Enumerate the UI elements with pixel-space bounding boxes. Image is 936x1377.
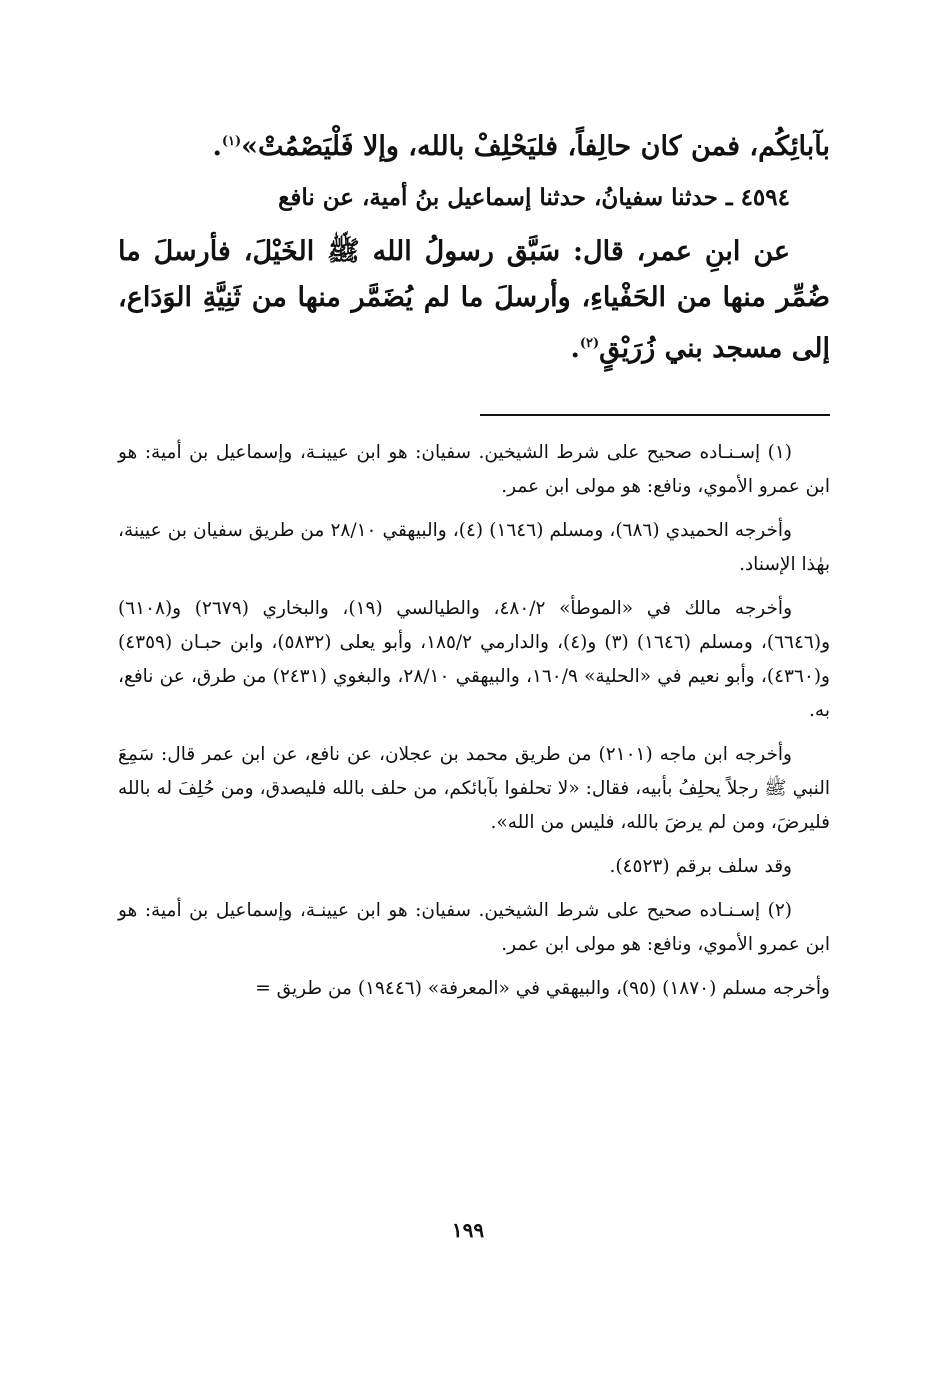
- hadith-matn-body: عن ابنِ عمر، قال: سَبَّق رسولُ الله ﷺ الخَيْلَ، فأرسلَ ما ضُمِّر منها من الحَفْياءِ، وأرسلَ ما لم يُضَمَّر منها من ثَنِيَّةِ الوَدَاع، إلى مسجد بني زُرَيْقٍ: [118, 236, 830, 364]
- footnote-1-para-5: [118, 850, 830, 884]
- hadith-matn: [118, 229, 830, 372]
- hadith-matn-end: .: [570, 333, 580, 364]
- footnote-2-para-2: [118, 972, 830, 1006]
- footnote-1-text-3: وأخرجه مالك في «الموطأ» ٤٨٠/٢، والطيالسي (١٩)، والبخاري (٢٦٧٩) و(٦١٠٨) و(٦٦٤٦)، ومسلم (١٦٤٦) (٣) و(٤)، والدارمي ١٨٥/٢، وأبو يعلى (٥٨٣٢)، وابن حبـان (٤٣٥٩) و(٤٣٦٠)، وأبو نعيم في «الحلية» ١٦٠/٩، والبيهقي ٢٨/١٠، والبغوي (٢٤٣١) من طرق، عن نافع، به.: [118, 598, 831, 721]
- footnote-1-text-5: وقد سلف برقم (٤٥٢٣).: [609, 856, 792, 877]
- footnote-1-text-1: (١) إسـنـاده صحيح على شرط الشيخين. سفيان: هو ابن عيينـة، وإسماعيل بن أمية: هو ابن عمرو الأموي، ونافع: هو مولى ابن عمر.: [118, 442, 830, 497]
- footnote-1-para-1: [118, 436, 830, 504]
- footnote-2-text-2: وأخرجه مسلم (١٨٧٠) (٩٥)، والبيهقي في «المعرفة» (١٩٤٤٦) من طريق =: [255, 978, 830, 999]
- footnote-2-para-1: [118, 894, 830, 962]
- main-text-line-1-body: بآبائِكُم، فمن كان حالِفاً، فليَحْلِفْ بالله، وإلا فَلْيَصْمُتْ»: [241, 131, 830, 162]
- main-text-line-1-end: .: [212, 131, 222, 162]
- footnote-1-para-3: [118, 592, 830, 728]
- main-text-line-1: [118, 118, 830, 171]
- footnote-1-text-2: وأخرجه الحميدي (٦٨٦)، ومسلم (١٦٤٦) (٤)، والبيهقي ٢٨/١٠ من طريق سفيان بن عيينة، بهٰذا الإسناد.: [118, 520, 830, 575]
- hadith-number-line: ٤٥٩٤ ـ حدثنا سفيانُ، حدثنا إسماعيل بنُ أمية، عن نافع: [278, 184, 790, 211]
- footnote-ref-2: (٢): [579, 336, 600, 351]
- footnote-2-text-1: (٢) إسـنـاده صحيح على شرط الشيخين. سفيان: هو ابن عيينـة، وإسماعيل بن أمية: هو ابن عمرو الأموي، ونافع: هو مولى ابن عمر.: [118, 900, 830, 955]
- footnote-ref-1: (١): [221, 134, 242, 149]
- footnote-1-text-4: وأخرجه ابن ماجه (٢١٠١) من طريق محمد بن عجلان، عن نافع، عن ابن عمر قال: سَمِعَ النبي ﷺ رجلاً يحلِفُ بأبيه، فقال: «لا تحلفوا بآبائكم، من حلف بالله فليصدق، ومن حُلِفَ له بالله فليرضَ، ومن لم يرضَ بالله، فليس من الله».: [118, 744, 830, 833]
- page-content: [118, 118, 830, 1016]
- footnote-1-para-2: [118, 514, 830, 582]
- footnote-1-para-4: [118, 738, 830, 840]
- footnote-divider: [480, 414, 830, 416]
- page-number: ١٩٩: [451, 1218, 485, 1242]
